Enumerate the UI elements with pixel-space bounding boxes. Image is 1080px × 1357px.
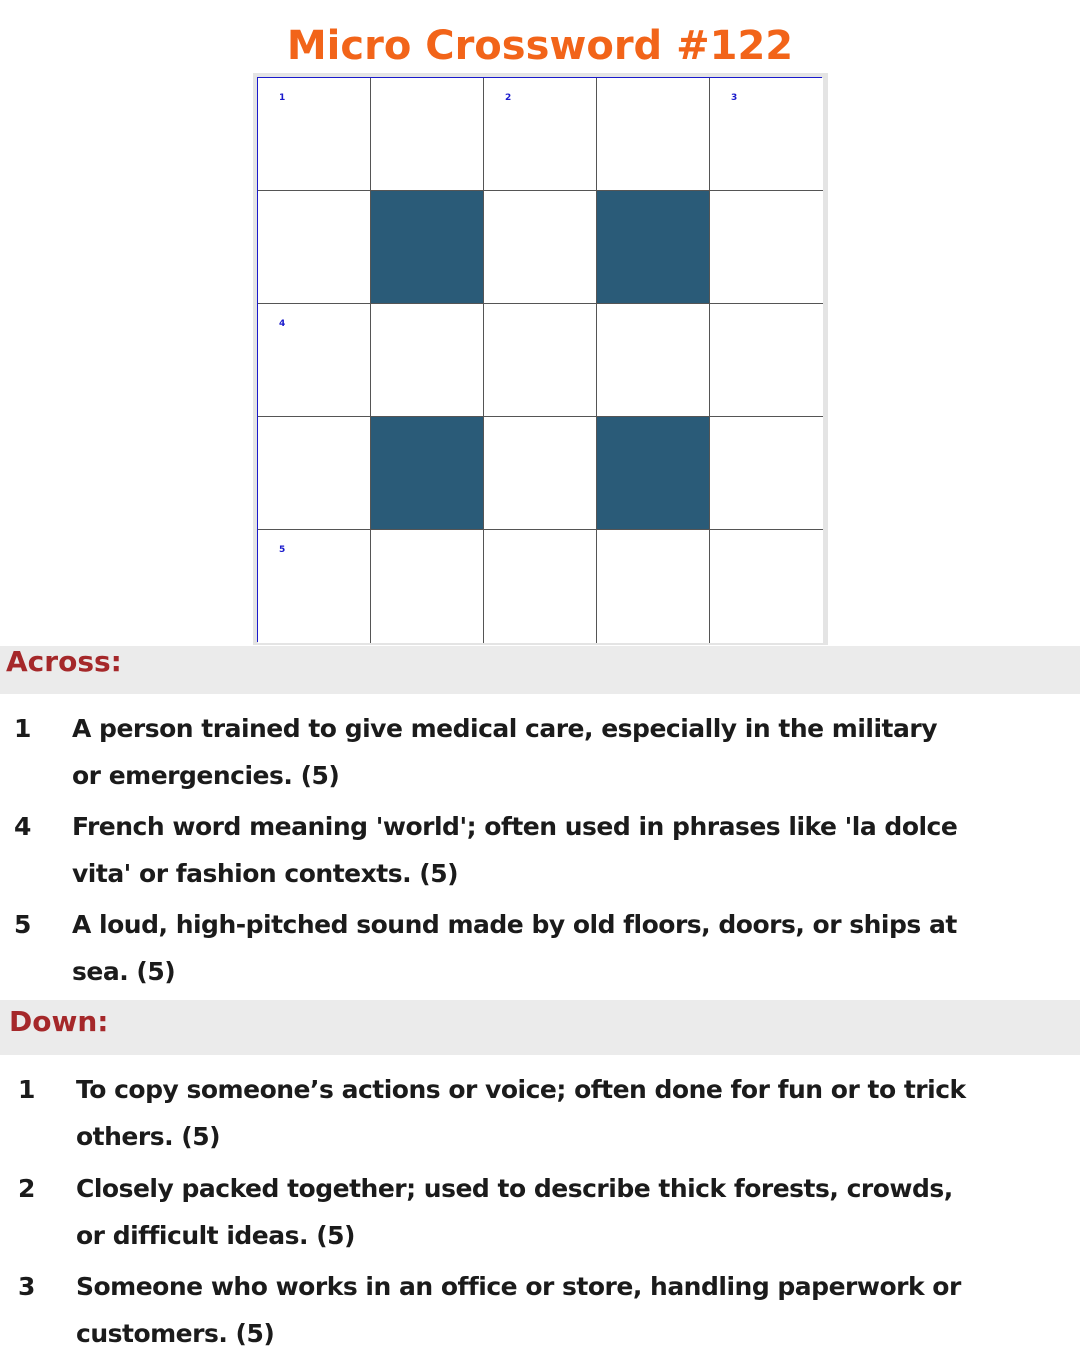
cell-number: 1: [279, 93, 286, 103]
down-clue-text: Closely packed together; used to describe thick forests, crowds, or difficult ideas. (5): [76, 1174, 953, 1250]
across-clue: [14, 901, 1074, 995]
down-clue-text: Someone who works in an office or store, handling paperwork or customers. (5): [76, 1272, 961, 1348]
cell-number: 2: [505, 93, 512, 103]
grid-cell[interactable]: [371, 78, 484, 191]
across-clue-text: A person trained to give medical care, especially in the military or emergencies. (5): [72, 714, 937, 790]
grid-cell[interactable]: [597, 530, 710, 643]
across-clue-text: A loud, high-pitched sound made by old floors, doors, or ships at sea. (5): [72, 910, 957, 986]
grid-cell[interactable]: [484, 417, 597, 530]
down-heading: Down:: [0, 1000, 1080, 1055]
across-clue-number: 5: [14, 910, 32, 939]
grid-cell[interactable]: [258, 530, 371, 643]
grid-cell[interactable]: [710, 191, 823, 304]
grid-cell[interactable]: [710, 417, 823, 530]
grid-block-cell: [371, 417, 484, 530]
grid-cell[interactable]: [484, 304, 597, 417]
grid-cell[interactable]: [484, 78, 597, 191]
down-clue-number: 1: [18, 1075, 36, 1104]
down-clue: [18, 1263, 1078, 1350]
grid-cell[interactable]: [258, 191, 371, 304]
grid-cell[interactable]: [710, 304, 823, 417]
grid-cell[interactable]: [258, 304, 371, 417]
down-clue-number: 3: [18, 1272, 36, 1301]
grid-cell[interactable]: [258, 417, 371, 530]
cell-number: 5: [279, 545, 286, 555]
across-clue: [14, 803, 1074, 897]
grid-block-cell: [597, 417, 710, 530]
grid-cell[interactable]: [710, 78, 823, 191]
puzzle-title: Micro Crossword #122: [286, 23, 794, 69]
grid-cell[interactable]: [597, 304, 710, 417]
grid-cell[interactable]: [258, 78, 371, 191]
grid-block-cell: [597, 191, 710, 304]
grid-cell[interactable]: [484, 530, 597, 643]
crossword-grid: [257, 77, 822, 642]
across-clue: [14, 705, 1074, 799]
cell-number: 3: [731, 93, 738, 103]
grid-cell[interactable]: [371, 530, 484, 643]
grid-cell[interactable]: [710, 530, 823, 643]
across-clue-number: 4: [14, 812, 32, 841]
grid-cell[interactable]: [371, 304, 484, 417]
across-heading: Across:: [0, 646, 1080, 694]
grid-block-cell: [371, 191, 484, 304]
down-clue-number: 2: [18, 1174, 36, 1203]
across-clue-text: French word meaning 'world'; often used in phrases like 'la dolce vita' or fashion contexts. (5): [72, 812, 958, 888]
down-clue: [18, 1165, 1078, 1259]
down-clue: [18, 1066, 1078, 1160]
grid-cell[interactable]: [597, 78, 710, 191]
cell-number: 4: [279, 319, 286, 329]
across-clue-number: 1: [14, 714, 32, 743]
down-clue-text: To copy someone’s actions or voice; often done for fun or to trick others. (5): [76, 1075, 966, 1151]
grid-cell[interactable]: [484, 191, 597, 304]
crossword-grid-frame: [253, 73, 828, 645]
